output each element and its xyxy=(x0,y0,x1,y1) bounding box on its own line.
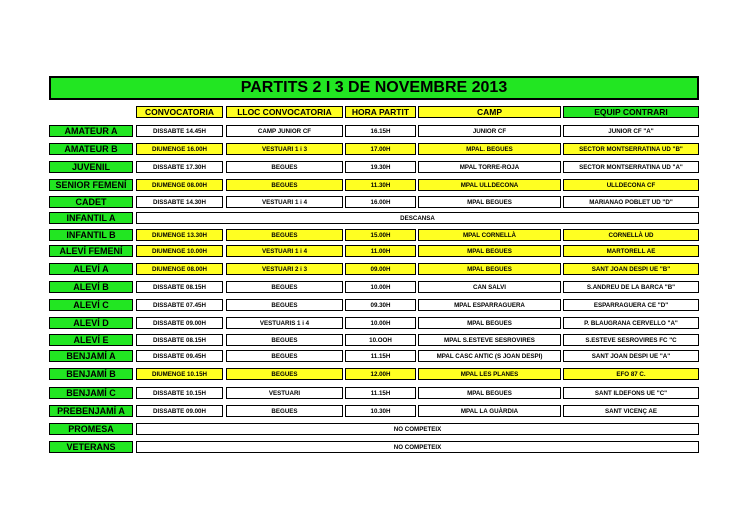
equip-cell: ULLDECONA CF xyxy=(563,179,699,191)
hora-cell: 16.15H xyxy=(345,125,416,137)
table-row xyxy=(49,229,699,241)
hora-cell: 19.30H xyxy=(345,161,416,173)
header-equip-contrari: EQUIP CONTRARI xyxy=(563,106,699,118)
team-name: VETERANS xyxy=(49,441,133,453)
equip-cell: ESPARRAGUERA CE "D" xyxy=(563,299,699,311)
convocatoria-cell: DISSABTE 08.15H xyxy=(136,334,223,346)
camp-cell: MPAL BEGUES xyxy=(418,263,561,275)
hora-cell: 10.30H xyxy=(345,405,416,417)
header-convocatoria: CONVOCATORIA xyxy=(136,106,223,118)
lloc-cell: VESTUARI xyxy=(226,387,343,399)
header-camp: CAMP xyxy=(418,106,561,118)
team-name: ALEVÍ D xyxy=(49,317,133,329)
convocatoria-cell: DISSABTE 07.45H xyxy=(136,299,223,311)
table-row xyxy=(49,281,699,293)
convocatoria-cell: DIUMENGE 08.00H xyxy=(136,263,223,275)
convocatoria-cell: DIUMENGE 10.00H xyxy=(136,245,223,257)
table-row xyxy=(49,368,699,380)
team-name: CADET xyxy=(49,196,133,208)
camp-cell: MPAL BEGUES xyxy=(418,245,561,257)
table-row xyxy=(49,179,699,191)
lloc-cell: VESTUARIS 1 i 4 xyxy=(226,317,343,329)
table-row xyxy=(49,125,699,137)
equip-cell: SANT JOAN DESPI UE "B" xyxy=(563,263,699,275)
camp-cell: CAN SALVI xyxy=(418,281,561,293)
team-name: SENIOR FEMENÍ xyxy=(49,179,133,191)
convocatoria-cell: DISSABTE 17.30H xyxy=(136,161,223,173)
hora-cell: 11.15H xyxy=(345,387,416,399)
equip-cell: EFO 87 C. xyxy=(563,368,699,380)
team-name: PROMESA xyxy=(49,423,133,435)
lloc-cell: BEGUES xyxy=(226,350,343,362)
hora-cell: 15.00H xyxy=(345,229,416,241)
team-name: PREBENJAMÍ A xyxy=(49,405,133,417)
camp-cell: MPAL CORNELLÀ xyxy=(418,229,561,241)
team-name: ALEVÍ FEMENÍ xyxy=(49,245,133,257)
lloc-cell: VESTUARI 1 i 3 xyxy=(226,143,343,155)
hora-cell: 10.OOH xyxy=(345,334,416,346)
convocatoria-cell: DIUMENGE 08.00H xyxy=(136,179,223,191)
table-row xyxy=(49,263,699,275)
header-lloc-convocatoria: LLOC CONVOCATORIA xyxy=(226,106,343,118)
team-name: BENJAMÍ B xyxy=(49,368,133,380)
table-row xyxy=(49,317,699,329)
camp-cell: MPAL ESPARRAGUERA xyxy=(418,299,561,311)
team-name: JUVENIL xyxy=(49,161,133,173)
camp-cell: MPAL CASC ANTIC (S JOAN DESPI) xyxy=(418,350,561,362)
team-name: ALEVÍ C xyxy=(49,299,133,311)
equip-cell: S.ANDREU DE LA BARCA "B" xyxy=(563,281,699,293)
table-row xyxy=(49,143,699,155)
camp-cell: MPAL BEGUES xyxy=(418,196,561,208)
equip-cell: MARIANAO POBLET UD "D" xyxy=(563,196,699,208)
team-name: INFANTIL A xyxy=(49,212,133,224)
lloc-cell: BEGUES xyxy=(226,299,343,311)
camp-cell: MPAL LES PLANES xyxy=(418,368,561,380)
team-name: BENJAMÍ A xyxy=(49,350,133,362)
hora-cell: 11.30H xyxy=(345,179,416,191)
camp-cell: MPAL LA GUÀRDIA xyxy=(418,405,561,417)
camp-cell: MPAL. BEGUES xyxy=(418,143,561,155)
team-name: ALEVÍ E xyxy=(49,334,133,346)
hora-cell: 16.00H xyxy=(345,196,416,208)
lloc-cell: BEGUES xyxy=(226,161,343,173)
row-status: NO COMPETEIX xyxy=(136,423,699,435)
equip-cell: SECTOR MONTSERRATINA UD "B" xyxy=(563,143,699,155)
row-status: NO COMPETEIX xyxy=(136,441,699,453)
lloc-cell: BEGUES xyxy=(226,281,343,293)
camp-cell: MPAL S.ESTEVE SESROVIRES xyxy=(418,334,561,346)
equip-cell: CORNELLÀ UD xyxy=(563,229,699,241)
lloc-cell: BEGUES xyxy=(226,229,343,241)
equip-cell: S.ESTEVE SESROVIRES FC "C xyxy=(563,334,699,346)
hora-cell: 17.00H xyxy=(345,143,416,155)
lloc-cell: VESTUARI 1 i 4 xyxy=(226,196,343,208)
table-row xyxy=(49,423,699,435)
team-name: INFANTIL B xyxy=(49,229,133,241)
team-name: AMATEUR A xyxy=(49,125,133,137)
convocatoria-cell: DISSABTE 09.45H xyxy=(136,350,223,362)
header-hora-partit: HORA PARTIT xyxy=(345,106,416,118)
hora-cell: 12.00H xyxy=(345,368,416,380)
row-status: DESCANSA xyxy=(136,212,699,224)
equip-cell: SECTOR MONTSERRATINA UD "A" xyxy=(563,161,699,173)
convocatoria-cell: DIUMENGE 16.00H xyxy=(136,143,223,155)
table-row xyxy=(49,212,699,224)
camp-cell: JUNIOR CF xyxy=(418,125,561,137)
hora-cell: 10.00H xyxy=(345,281,416,293)
lloc-cell: VESTUARI 2 i 3 xyxy=(226,263,343,275)
equip-cell: SANT VICENÇ AE xyxy=(563,405,699,417)
lloc-cell: BEGUES xyxy=(226,334,343,346)
lloc-cell: BEGUES xyxy=(226,368,343,380)
convocatoria-cell: DISSABTE 09.00H xyxy=(136,317,223,329)
team-name: BENJAMÍ C xyxy=(49,387,133,399)
equip-cell: SANT JOAN DESPI UE "A" xyxy=(563,350,699,362)
convocatoria-cell: DIUMENGE 13.30H xyxy=(136,229,223,241)
convocatoria-cell: DISSABTE 09.00H xyxy=(136,405,223,417)
camp-cell: MPAL TORRE-ROJA xyxy=(418,161,561,173)
team-name: AMATEUR B xyxy=(49,143,133,155)
hora-cell: 11.00H xyxy=(345,245,416,257)
table-row xyxy=(49,161,699,173)
table-row xyxy=(49,405,699,417)
convocatoria-cell: DISSABTE 14.30H xyxy=(136,196,223,208)
camp-cell: MPAL BEGUES xyxy=(418,317,561,329)
table-row xyxy=(49,350,699,362)
convocatoria-cell: DISSABTE 10.15H xyxy=(136,387,223,399)
team-name: ALEVÍ A xyxy=(49,263,133,275)
table-row xyxy=(49,299,699,311)
lloc-cell: BEGUES xyxy=(226,179,343,191)
table-row xyxy=(49,441,699,453)
camp-cell: MPAL BEGUES xyxy=(418,387,561,399)
table-row xyxy=(49,334,699,346)
hora-cell: 09.00H xyxy=(345,263,416,275)
hora-cell: 10.00H xyxy=(345,317,416,329)
convocatoria-cell: DISSABTE 08.15H xyxy=(136,281,223,293)
camp-cell: MPAL ULLDECONA xyxy=(418,179,561,191)
team-name: ALEVÍ B xyxy=(49,281,133,293)
convocatoria-cell: DISSABTE 14.45H xyxy=(136,125,223,137)
lloc-cell: CAMP JUNIOR CF xyxy=(226,125,343,137)
equip-cell: SANT ILDEFONS UE "C" xyxy=(563,387,699,399)
lloc-cell: VESTUARI 1 i 4 xyxy=(226,245,343,257)
hora-cell: 09.30H xyxy=(345,299,416,311)
page-title: PARTITS 2 I 3 DE NOVEMBRE 2013 xyxy=(49,76,699,100)
equip-cell: P. BLAUGRANA CERVELLO "A" xyxy=(563,317,699,329)
table-row xyxy=(49,196,699,208)
table-row xyxy=(49,245,699,257)
convocatoria-cell: DIUMENGE 10.15H xyxy=(136,368,223,380)
hora-cell: 11.15H xyxy=(345,350,416,362)
equip-cell: MARTORELL AE xyxy=(563,245,699,257)
table-row xyxy=(49,387,699,399)
lloc-cell: BEGUES xyxy=(226,405,343,417)
equip-cell: JUNIOR CF "A" xyxy=(563,125,699,137)
